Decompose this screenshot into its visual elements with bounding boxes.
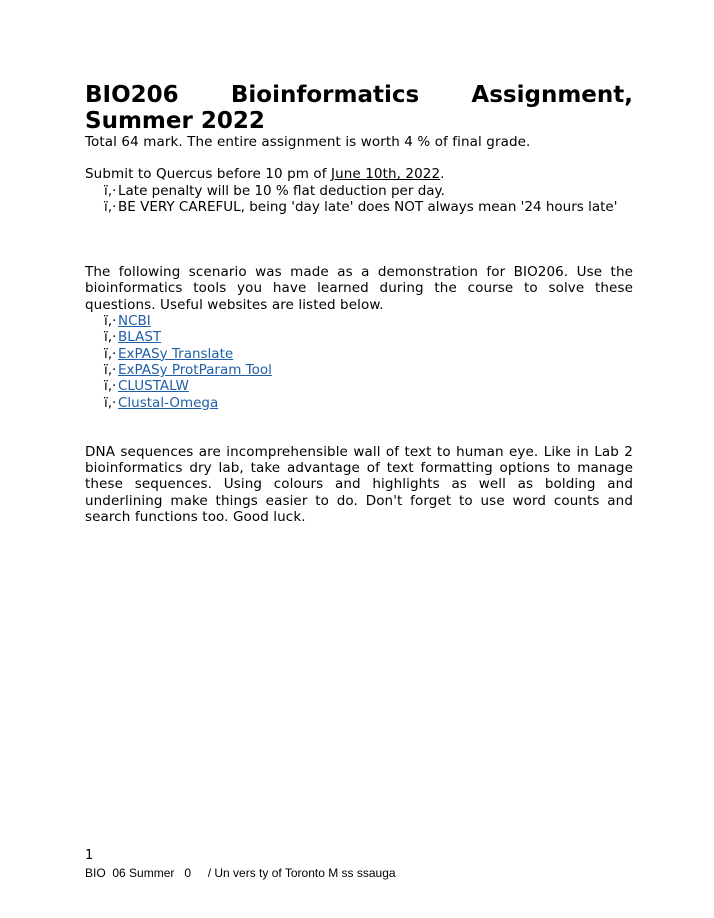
advice-text: DNA sequences are incomprehensible wall of text to human eye. Like in Lab 2 bioinformatics dry lab, take advantage of text formatting options to manage these sequences. Using colours and highlights as well as bolding and underlining make things easier to do. Don't forget to use word counts and search functions too. Good luck.	[85, 443, 633, 526]
total-marks-text: Total 64 mark. The entire assignment is worth 4 % of final grade.	[85, 134, 531, 150]
page-number: 1	[85, 848, 94, 863]
bullet-icon: ï‚·	[104, 378, 117, 395]
submit-text	[85, 166, 633, 182]
list-item	[85, 313, 633, 329]
bullet-icon: ï‚·	[104, 361, 117, 378]
list-item	[85, 183, 633, 199]
link-blast[interactable]: BLAST	[118, 329, 162, 346]
submit-date: June 10th, 2022	[331, 166, 441, 183]
document-page	[85, 82, 633, 525]
bullet-icon: ï‚·	[104, 394, 117, 411]
list-item	[85, 329, 633, 345]
link-clustalw[interactable]: CLUSTALW	[118, 378, 189, 395]
link-expasy-translate[interactable]: ExPASy Translate	[118, 345, 234, 362]
rule-text: Late penalty will be 10 % flat deduction per day.	[118, 182, 445, 199]
bullet-icon: ï‚·	[104, 198, 117, 215]
bullet-icon: ï‚·	[104, 345, 117, 362]
useful-links-list	[85, 313, 633, 411]
bullet-icon: ï‚·	[104, 313, 117, 330]
footer-text: BIO 06 Summer 0 / Un vers ty of Toronto M ss ssauga	[85, 866, 396, 880]
document-title	[85, 82, 633, 134]
list-item	[85, 346, 633, 362]
list-item	[85, 362, 633, 378]
link-expasy-protparam[interactable]: ExPASy ProtParam Tool	[118, 361, 272, 378]
bullet-icon: ï‚·	[104, 329, 117, 346]
list-item	[85, 378, 633, 394]
scenario-text: The following scenario was made as a demonstration for BIO206. Use the bioinformatics tools you have learned during the course to solve these questions. Useful websites are listed below.	[85, 264, 633, 313]
link-ncbi[interactable]: NCBI	[118, 313, 151, 330]
list-item	[85, 199, 633, 215]
title-line-2: Summer 2022	[85, 108, 265, 134]
link-clustal-omega[interactable]: Clustal-Omega	[118, 394, 219, 411]
submit-suffix: .	[440, 166, 445, 183]
rule-text: BE VERY CAREFUL, being 'day late' does NOT always mean '24 hours late'	[118, 198, 618, 215]
submit-prefix: Submit to Quercus before 10 pm of	[85, 166, 331, 183]
list-item	[85, 395, 633, 411]
rules-list	[85, 183, 633, 216]
bullet-icon: ï‚·	[104, 182, 117, 199]
title-line-1: BIO206 Bioinformatics Assignment,	[85, 82, 633, 108]
